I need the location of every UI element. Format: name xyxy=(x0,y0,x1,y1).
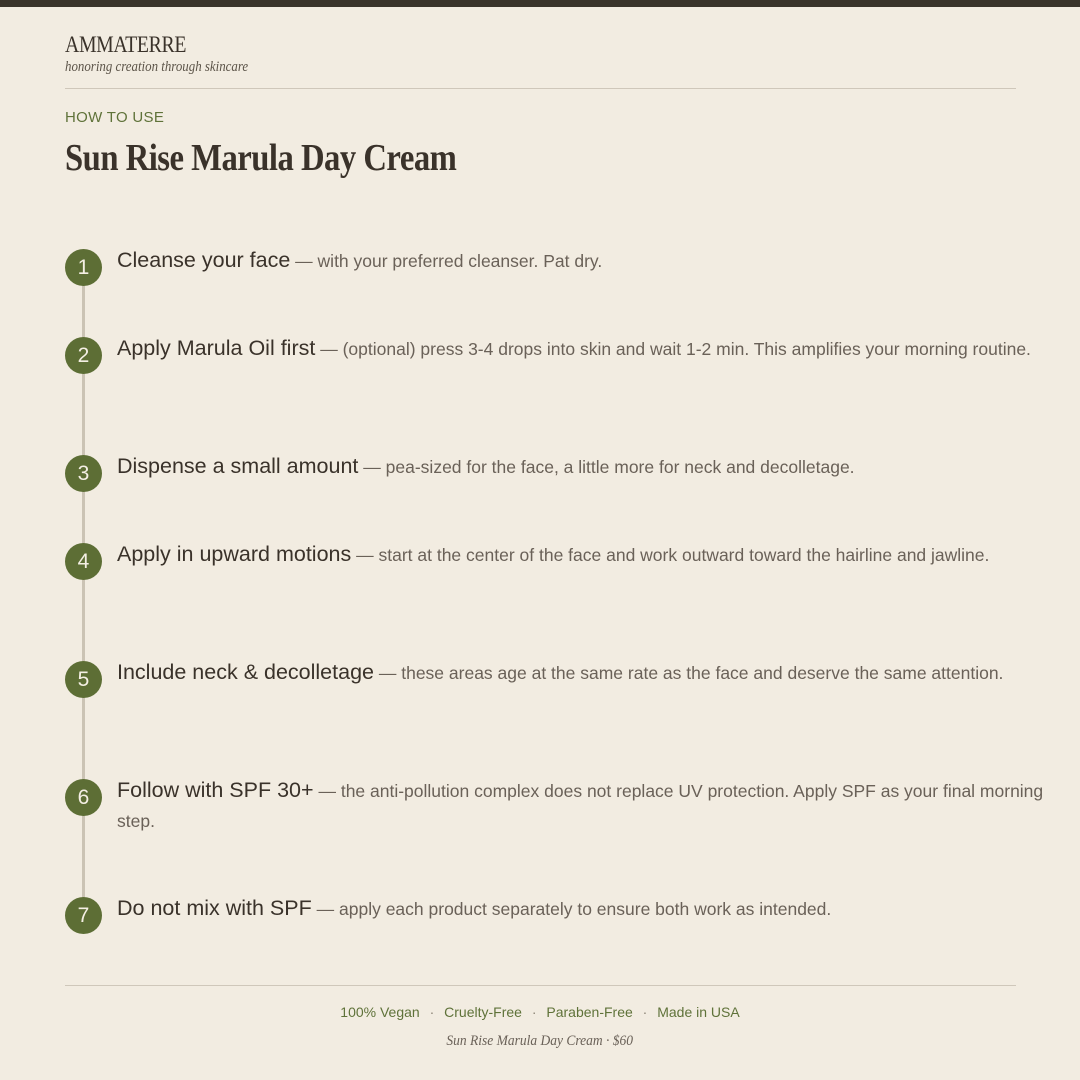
step-detail: these areas age at the same rate as the face and deserve the same attention. xyxy=(401,663,1004,683)
step-text xyxy=(117,539,1052,570)
step-number-badge: 3 xyxy=(65,455,102,492)
step-number-badge: 4 xyxy=(65,543,102,580)
step-number-badge: 1 xyxy=(65,249,102,286)
step-title: Follow with SPF 30+ xyxy=(117,778,314,802)
step-text xyxy=(117,775,1052,836)
step-detail: (optional) press 3-4 drops into skin and wait 1-2 min. This amplifies your morning routine. xyxy=(342,339,1031,359)
step-title: Dispense a small amount xyxy=(117,454,359,478)
step-separator: — xyxy=(318,781,336,801)
badge-separator: · xyxy=(429,1004,435,1020)
step-separator: — xyxy=(295,251,313,271)
step-separator: — xyxy=(356,545,374,565)
badge-separator: · xyxy=(642,1004,648,1020)
step-detail: the anti-pollution complex does not replace UV protection. Apply SPF as your final morning step. xyxy=(117,781,1044,831)
header-divider xyxy=(65,88,1016,89)
badge-separator: · xyxy=(531,1004,537,1020)
step-number-badge: 5 xyxy=(65,661,102,698)
step-text xyxy=(117,245,1052,276)
brand-name: AMMATERRE xyxy=(65,32,187,57)
step-detail: apply each product separately to ensure both work as intended. xyxy=(339,899,832,919)
brand-block xyxy=(65,32,278,76)
section-eyebrow: HOW TO USE xyxy=(65,109,165,126)
step-title: Do not mix with SPF xyxy=(117,896,312,920)
step-separator: — xyxy=(363,457,381,477)
footer-product-name: Sun Rise Marula Day Cream xyxy=(446,1033,603,1049)
step-title: Apply Marula Oil first xyxy=(117,336,316,360)
badge-paraben-free: Paraben-Free xyxy=(546,1004,633,1020)
step-text xyxy=(117,657,1052,688)
step-detail: pea-sized for the face, a little more for neck and decolletage. xyxy=(385,457,855,477)
footer-product-inner xyxy=(447,1031,634,1051)
step-detail: with your preferred cleanser. Pat dry. xyxy=(317,251,603,271)
page-title: Sun Rise Marula Day Cream xyxy=(65,137,457,179)
step-number-badge: 7 xyxy=(65,897,102,934)
badge-vegan: 100% Vegan xyxy=(340,1004,420,1020)
step-number-badge: 6 xyxy=(65,779,102,816)
footer-product-line xyxy=(0,1031,1080,1051)
step-separator: — xyxy=(316,899,335,919)
step-title: Include neck & decolletage xyxy=(117,660,374,684)
footer-product-separator: · xyxy=(606,1033,610,1049)
step-text xyxy=(117,451,1052,482)
footer-badges xyxy=(0,1002,1080,1022)
step-text xyxy=(117,333,1052,364)
step-number-badge: 2 xyxy=(65,337,102,374)
badge-made-in-usa: Made in USA xyxy=(657,1004,740,1020)
step-title: Cleanse your face xyxy=(117,248,291,272)
step-title: Apply in upward motions xyxy=(117,542,352,566)
step-detail: start at the center of the face and work outward toward the hairline and jawline. xyxy=(378,545,990,565)
footer-price: $60 xyxy=(613,1033,634,1049)
footer-divider xyxy=(65,985,1016,986)
step-separator: — xyxy=(378,663,397,683)
step-text xyxy=(117,893,1052,924)
badge-cruelty-free: Cruelty-Free xyxy=(444,1004,522,1020)
step-separator: — xyxy=(320,339,338,359)
top-bar xyxy=(0,0,1080,7)
brand-tagline: honoring creation through skincare xyxy=(65,59,249,75)
